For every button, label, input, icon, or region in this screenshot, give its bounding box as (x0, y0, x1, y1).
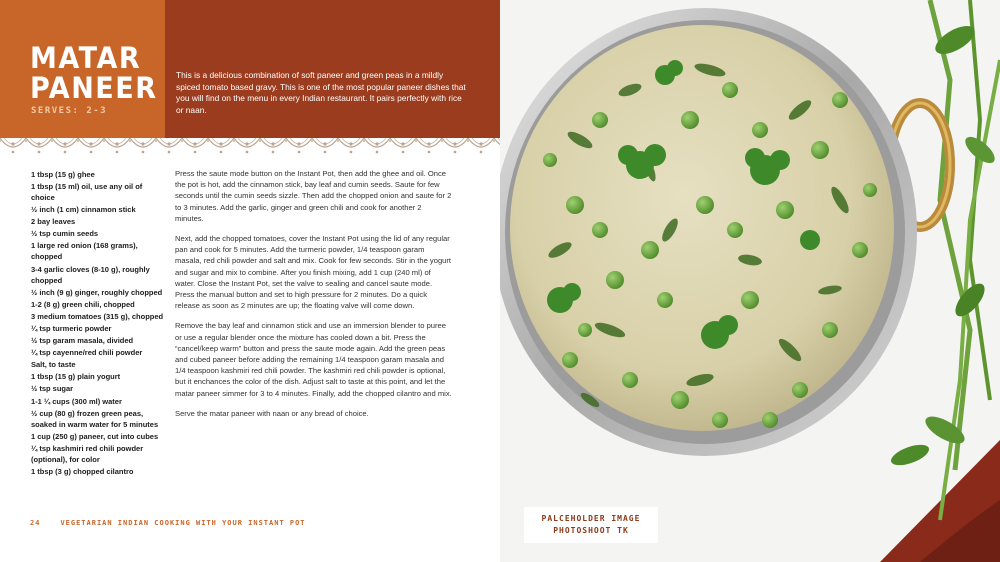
ingredient-item: ½ tsp sugar (31, 384, 74, 394)
book-title: VEGETARIAN INDIAN COOKING WITH YOUR INSTANT POT (60, 519, 306, 527)
ingredient-item: 3 medium tomatoes (315 g), chopped (31, 311, 164, 321)
serves-label: SERVES: 2-3 (31, 106, 108, 116)
ingredient-item: 1 tbsp (15 g) ghee (31, 170, 95, 179)
ingredient-item: 1-1 ¼ cups (300 ml) water (31, 396, 122, 406)
ingredient-item: ¼ tsp turmeric powder (31, 323, 112, 333)
method-step: Serve the matar paneer with naan or any bread of choice. (175, 408, 369, 418)
photo-placeholder-label (524, 507, 658, 543)
matar-paneer-photo (500, 0, 1000, 562)
ingredient-list (31, 169, 166, 478)
ingredient-item: ½ cup (80 g) frozen green peas, soaked in warm water for 5 minutes (31, 408, 159, 429)
intro-box (165, 0, 500, 138)
ingredient-item: ¼ tsp kashmiri red chili powder (optional), for color (31, 443, 144, 464)
ingredient-item: 1-2 (8 g) green chili, chopped (31, 299, 135, 309)
page-footer (30, 519, 306, 527)
ingredient-item: 1 tbsp (3 g) chopped cilantro (31, 466, 134, 476)
right-page (500, 0, 1000, 562)
method-section (175, 168, 452, 428)
ingredient-item: 1 tbsp (15 ml) oil, use any oil of choice (31, 182, 143, 203)
ingredient-item: ½ tsp cumin seeds (31, 229, 99, 239)
ingredient-item: Salt, to taste (31, 360, 76, 370)
title-line-2: PANEER (30, 72, 158, 106)
title-line-1: MATAR (30, 41, 142, 76)
method-step: Press the saute mode button on the Instant Pot, then add the ghee and oil. Once the pot is hot, add the cinnamon stick, bay leaf and cumin seeds. Saute for few seconds until the cumin seeds sizzle. Then add the chopped onion and saute for 2 to 3 minutes. Add the garlic, ginger and green chili and cook for another 2 minutes. (175, 169, 452, 223)
decorative-border (0, 138, 500, 158)
ingredient-item: ½ inch (9 g) ginger, roughly chopped (31, 287, 163, 297)
page-number: 24 (30, 519, 41, 527)
ingredient-item: ¼ tsp cayenne/red chili powder (31, 348, 143, 358)
ingredient-item: 1 cup (250 g) paneer, cut into cubes (31, 431, 159, 441)
method-step: Next, add the chopped tomatoes, cover the Instant Pot using the lid of any regular pan and cook for 5 minutes. Add the turmeric powder, 1/4 teaspoon garam masala, red chili powder and salt and mix. Cook for few seconds. Stir in the yogurt and sugar and mix to combine. After you finish mixing, add 1 cup (240 ml) of water. Close the Instant Pot, set the valve to sealing and cancel saute mode. Press the manual button and set to high pressure for 2 minutes. Do a quick release as soon as 2 minutes are up; the floating valve will come down. (175, 234, 452, 311)
ingredient-item: ½ tsp garam masala, divided (31, 336, 134, 346)
ingredient-item: 3-4 garlic cloves (8-10 g), roughly chopped (31, 264, 150, 285)
ingredient-item: ½ inch (1 cm) cinnamon stick (31, 205, 136, 215)
recipe-title (30, 41, 158, 106)
intro-text: This is a delicious combination of soft paneer and green peas in a mildly spiced tomato based gravy. This is one of the most popular paneer dishes that you will find on the menu in every Indian restaurant. It pairs perfectly with rice or naan. (176, 70, 466, 115)
ingredient-item: 2 bay leaves (31, 217, 76, 227)
method-step: Remove the bay leaf and cinnamon stick and use an immersion blender to puree or use a regular blender once the mixture has cooled down a bit. Press the “cancel/keep warm” button and press the saute mode again. Add the green peas and cubed paneer before adding the remaining 1/4 teaspoon garam masala and 1/4 teaspoon kashmiri red chili powder. The kashmiri red chili powder is optional, but it enchances the color of the dish. Adjust salt to taste at this point, and let the matar paneer simmer for 3 to 4 minutes. Finally, add the chopped cilantro and mix. (175, 321, 452, 398)
title-box (0, 0, 165, 138)
ingredient-item: 1 large red onion (168 grams), chopped (31, 241, 138, 262)
ingredient-item: 1 tbsp (15 g) plain yogurt (31, 372, 121, 382)
placeholder-line-1: PALCEHOLDER IMAGE (541, 514, 641, 523)
placeholder-line-2: PHOTOSHOOT TK (553, 526, 629, 535)
